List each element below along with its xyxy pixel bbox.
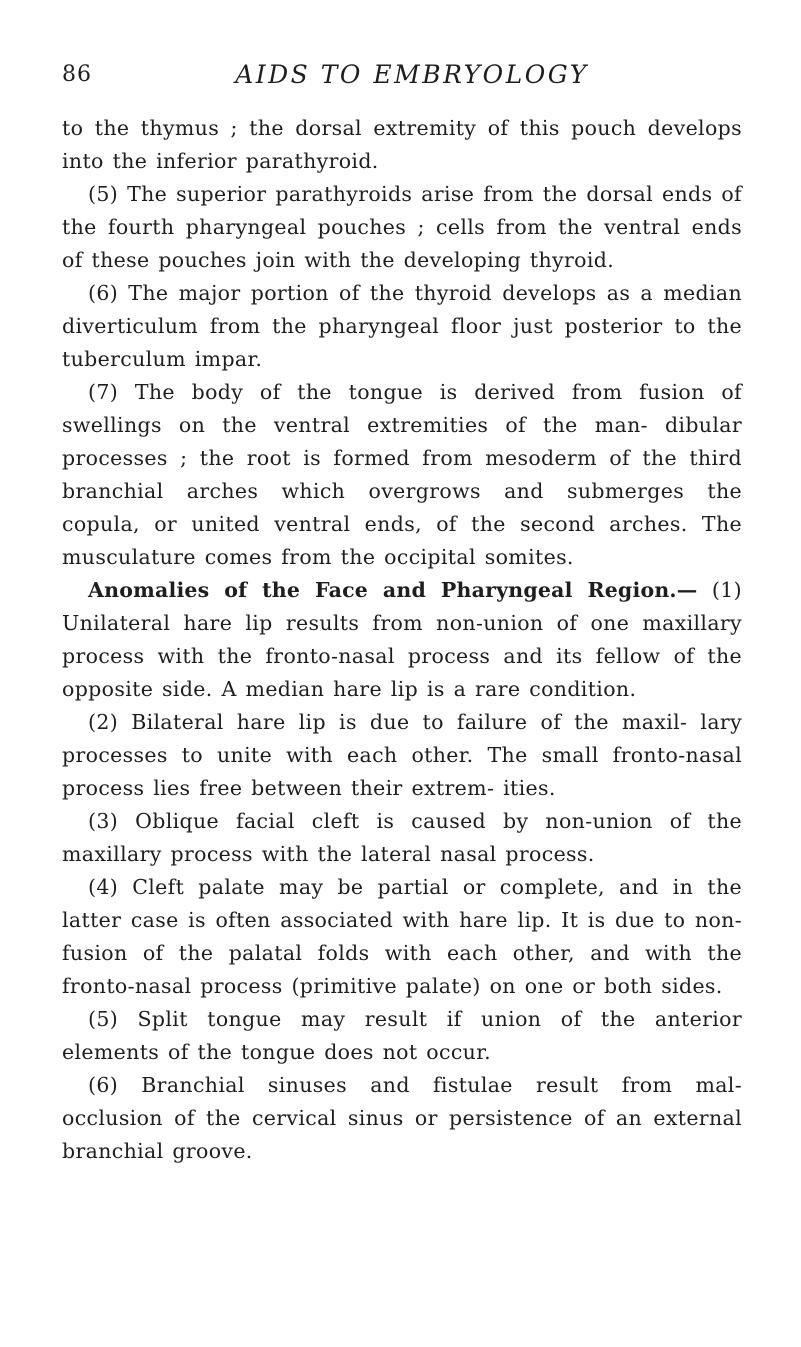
- paragraph-anomalies: [62, 574, 742, 706]
- paragraph-split-tongue: (5) Split tongue may result if union of the anterior elements of the tongue does not occur.: [62, 1007, 742, 1064]
- paragraph-continuation: to the thymus ; the dorsal extremity of this pouch develops into the inferior parathyroid.: [62, 116, 742, 173]
- paragraph-thyroid: (6) The major portion of the thyroid develops as a median diverticulum from the pharyngeal floor just posterior to the tuberculum impar.: [62, 281, 742, 371]
- paragraph-branchial-sinuses: (6) Branchial sinuses and fistulae result from mal- occlusion of the cervical sinus or persistence of an external branchial groove.: [62, 1073, 742, 1163]
- running-title: AIDS TO EMBRYOLOGY: [235, 60, 589, 89]
- paragraph-tongue: (7) The body of the tongue is derived from fusion of swellings on the ventral extremities of the man- dibular processes ; the root is formed from mesoderm of the third branchial arches which overgrows and submerges the copula, or united ventral ends, of the second arches. The musculature comes from the occipital somites.: [62, 380, 742, 569]
- section-heading: Anomalies of the Face and Pharyngeal Region.—: [88, 578, 698, 602]
- paragraph-bilateral-hare-lip: (2) Bilateral hare lip is due to failure of the maxil- lary processes to unite with each other. The small fronto-nasal process lies free between their extrem- ities.: [62, 710, 742, 800]
- paragraph-superior-parathyroids: (5) The superior parathyroids arise from the dorsal ends of the fourth pharyngeal pouches ; cells from the ventral ends of these pouches join with the developing thyroid.: [62, 182, 742, 272]
- paragraph-oblique-facial-cleft: (3) Oblique facial cleft is caused by non-union of the maxillary process with the lateral nasal process.: [62, 809, 742, 866]
- paragraph-cleft-palate: (4) Cleft palate may be partial or complete, and in the latter case is often associated with hare lip. It is due to non-fusion of the palatal folds with each other, and with the fronto-nasal process (primitive palate) on one or both sides.: [62, 875, 742, 998]
- page-number: 86: [62, 62, 92, 87]
- body-text: [62, 112, 742, 1168]
- page-header: [52, 60, 772, 96]
- paragraph-unilateral-hare-lip: (1) Unilateral hare lip results from non-union of one maxillary process with the fronto-nasal process and its fellow of the opposite side. A median hare lip is a rare condition.: [62, 578, 742, 701]
